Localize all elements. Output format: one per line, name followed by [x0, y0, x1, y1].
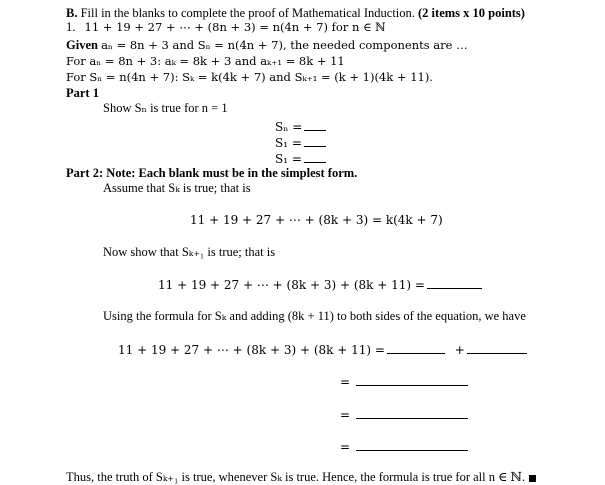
- section-title: [66, 6, 525, 21]
- step-blank-1[interactable]: [356, 374, 468, 386]
- part2-label: Part 2: Note: Each blank must be in the simplest form.: [66, 166, 358, 180]
- part1-row-2: S₁ =: [275, 135, 326, 150]
- step-row-2: =: [340, 407, 468, 422]
- part1-blank-1[interactable]: [304, 119, 326, 131]
- part1-instruction: Show Sₙ is true for n = 1: [103, 101, 228, 115]
- part1-row-1: Sₙ =: [275, 119, 326, 134]
- for-sn-line: For Sₙ = n(4n + 7): Sₖ = k(4k + 7) and Sₖ₊₁ = (k + 1)(4k + 11).: [66, 70, 433, 84]
- conclusion-text: Thus, the truth of Sₖ₊₁ is true, whenever Sₖ is true. Hence, the formula is true for all n ∈ ℕ.: [66, 470, 526, 484]
- conclusion-line: [66, 470, 536, 485]
- step-row-3: =: [340, 439, 468, 454]
- using-blank-2[interactable]: [467, 342, 527, 354]
- show-blank[interactable]: [427, 277, 482, 289]
- item-statement-line: [66, 20, 386, 35]
- part1-blank-3[interactable]: [304, 151, 326, 163]
- step-blank-2[interactable]: [356, 407, 468, 419]
- item-statement: 11 + 19 + 27 + ⋯ + (8n + 3) = n(4n + 7) for n ∈ ℕ: [84, 20, 386, 34]
- step-row-1: =: [340, 374, 468, 389]
- given-label: Given: [66, 38, 98, 52]
- show-equation-line: 11 + 19 + 27 + ⋯ + (8k + 3) + (8k + 11) =: [158, 277, 482, 292]
- using-text: Using the formula for Sₖ and adding (8k + 11) to both sides of the equation, we have: [103, 309, 526, 323]
- part1-label: Part 1: [66, 86, 99, 100]
- given-line: [66, 38, 468, 53]
- section-instruction: Fill in the blanks to complete the proof of Mathematical Induction.: [80, 6, 415, 20]
- show-text: Now show that Sₖ₊₁ is true; that is: [103, 245, 276, 259]
- item-number: 1.: [66, 20, 76, 34]
- section-points: (2 items x 10 points): [418, 6, 525, 20]
- assume-equation: 11 + 19 + 27 + ⋯ + (8k + 3) = k(4k + 7): [190, 213, 443, 227]
- section-letter: B.: [66, 6, 78, 20]
- step-blank-3[interactable]: [356, 439, 468, 451]
- using-equation-line: 11 + 19 + 27 + ⋯ + (8k + 3) + (8k + 11) = +: [118, 342, 527, 357]
- part1-row-3: S₁ =: [275, 151, 326, 166]
- given-text: aₙ = 8n + 3 and Sₙ = n(4n + 7), the needed components are …: [101, 38, 468, 52]
- using-blank-1[interactable]: [387, 342, 445, 354]
- part1-blank-2[interactable]: [304, 135, 326, 147]
- for-an-line: For aₙ = 8n + 3: aₖ = 8k + 3 and aₖ₊₁ = 8k + 11: [66, 54, 345, 68]
- assume-text: Assume that Sₖ is true; that is: [103, 181, 251, 195]
